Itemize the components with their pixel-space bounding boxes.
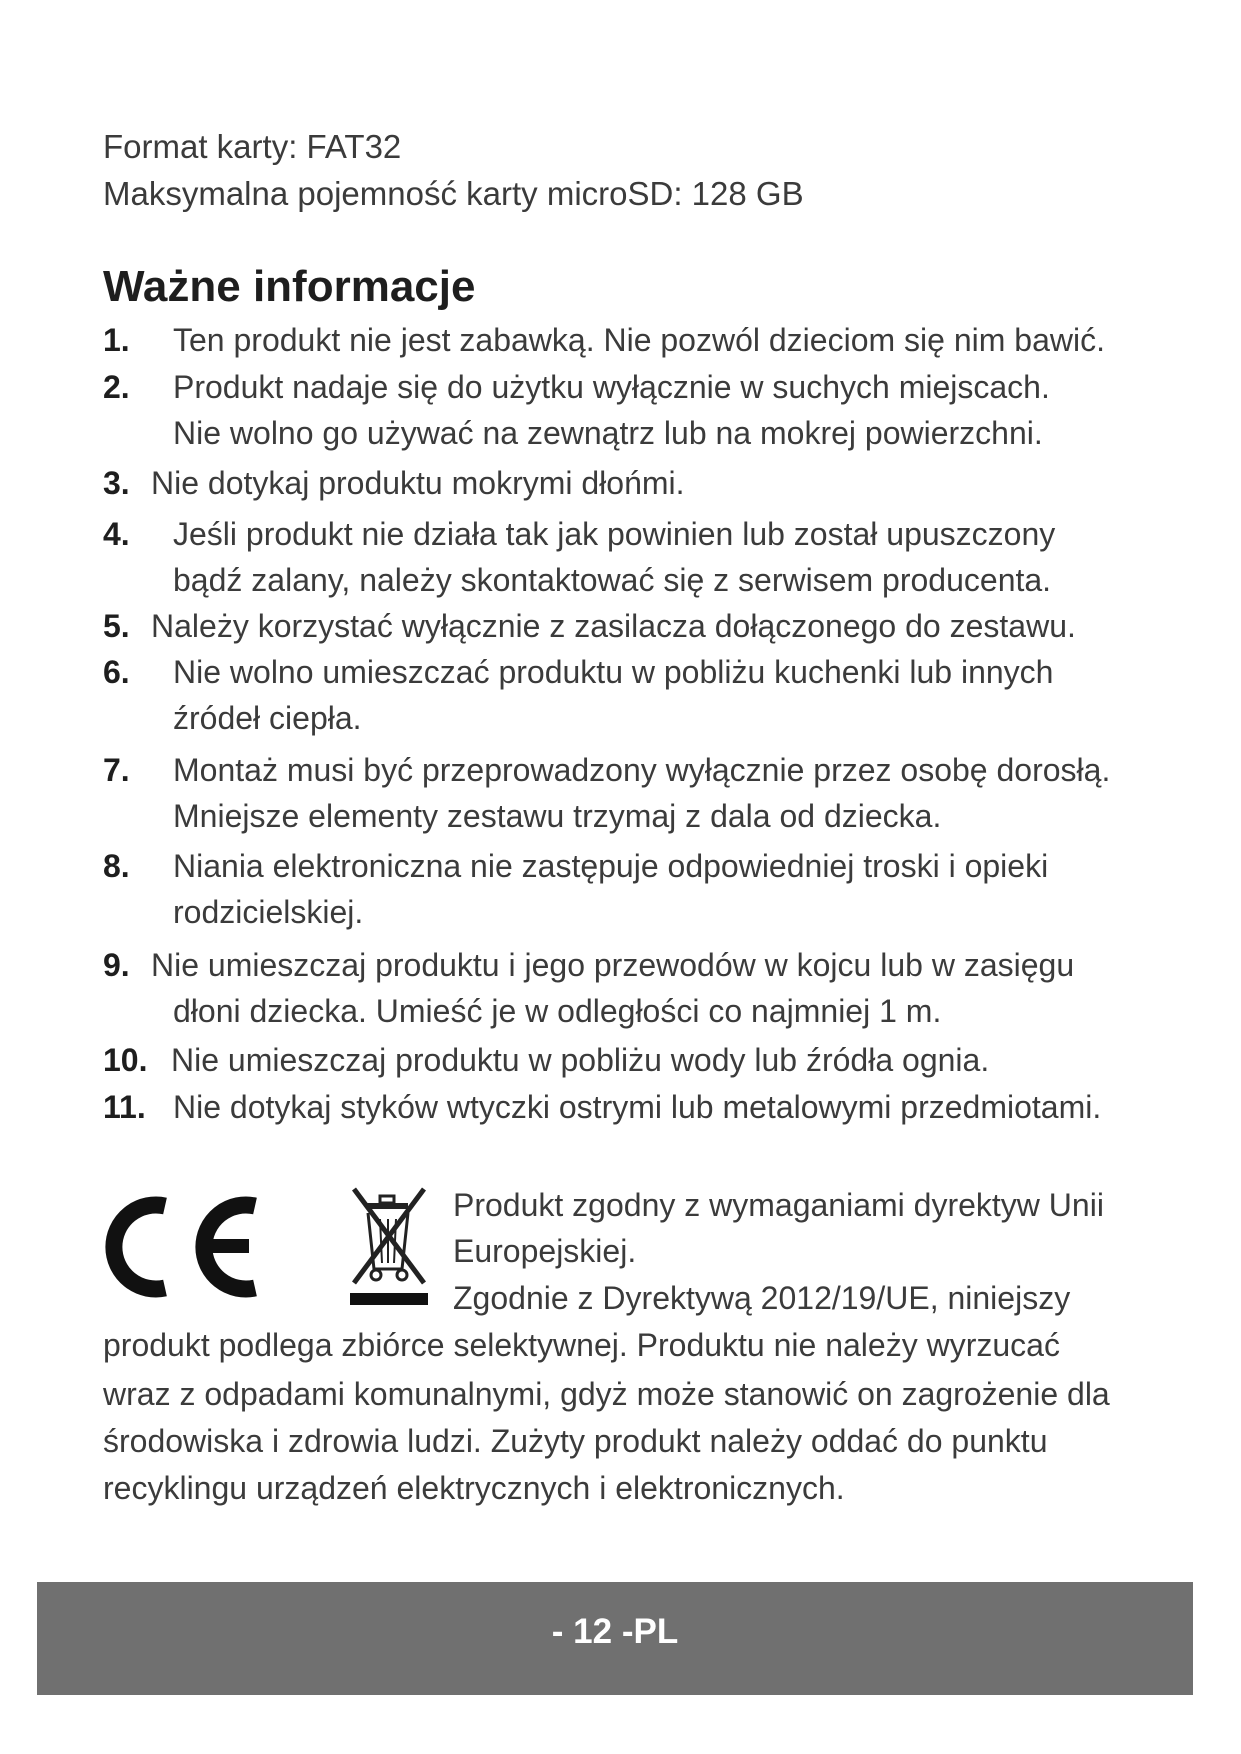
list-item <box>103 364 1193 456</box>
weee-line-5: recyklingu urządzeń elektrycznych i elektronicznych. <box>103 1470 845 1506</box>
item-text-continued: Mniejsze elementy zestawu trzymaj z dala od dziecka. <box>173 798 942 834</box>
item-text: Nie dotykaj styków wtyczki ostrymi lub metalowymi przedmiotami. <box>173 1089 1102 1125</box>
item-number: 8. <box>103 848 130 884</box>
ce-mark-logo <box>103 1192 263 1302</box>
list-item <box>103 1037 1193 1083</box>
item-text-continued: bądź zalany, należy skontaktować się z serwisem producenta. <box>173 562 1052 598</box>
item-text: Należy korzystać wyłącznie z zasilacza dołączonego do zestawu. <box>151 608 1076 644</box>
list-item <box>103 747 1193 839</box>
list-item <box>103 942 1193 1034</box>
item-number: 6. <box>103 654 130 690</box>
item-text-continued: Nie wolno go używać na zewnątrz lub na mokrej powierzchni. <box>173 415 1043 451</box>
list-item <box>103 603 1193 649</box>
list-item <box>103 843 1193 935</box>
page-number: - 12 -PL <box>551 1612 679 1651</box>
item-number: 9. <box>103 947 130 983</box>
item-number: 11. <box>103 1089 146 1125</box>
item-text-continued: źródeł ciepła. <box>173 700 362 736</box>
item-text: Nie umieszczaj produktu i jego przewodów w kojcu lub w zasięgu <box>151 947 1075 983</box>
eu-compliance-line-2: Europejskiej. <box>453 1233 637 1269</box>
list-item <box>103 460 1193 506</box>
item-text: Nie dotykaj produktu mokrymi dłońmi. <box>151 465 685 501</box>
weee-line-3: wraz z odpadami komunalnymi, gdyż może stanowić on zagrożenie dla <box>103 1376 1110 1412</box>
item-text-continued: rodzicielskiej. <box>173 894 364 930</box>
item-text: Nie umieszczaj produktu w pobliżu wody lub źródła ognia. <box>171 1042 990 1078</box>
item-text: Niania elektroniczna nie zastępuje odpowiedniej troski i opieki <box>173 848 1049 884</box>
spec-max-capacity: Maksymalna pojemność karty microSD: 128 GB <box>103 175 804 212</box>
weee-line-4: środowiska i zdrowia ludzi. Zużyty produkt należy oddać do punktu <box>103 1423 1048 1459</box>
weee-line-2: produkt podlega zbiórce selektywnej. Produktu nie należy wyrzucać <box>103 1327 1060 1363</box>
item-text: Nie wolno umieszczać produktu w pobliżu kuchenki lub innych <box>173 654 1054 690</box>
list-item <box>103 317 1193 363</box>
item-number: 4. <box>103 516 130 552</box>
item-text-continued: dłoni dziecka. Umieść je w odległości co najmniej 1 m. <box>173 993 942 1029</box>
item-number: 5. <box>103 608 130 644</box>
item-text: Montaż musi być przeprowadzony wyłącznie przez osobę dorosłą. <box>173 752 1111 788</box>
item-number: 2. <box>103 369 130 405</box>
eu-compliance-line-1: Produkt zgodny z wymaganiami dyrektyw Unii <box>453 1187 1104 1223</box>
list-item <box>103 1084 1193 1130</box>
list-item <box>103 511 1193 603</box>
item-text: Ten produkt nie jest zabawką. Nie pozwól dzieciom się nim bawić. <box>173 322 1105 358</box>
section-heading: Ważne informacje <box>103 262 476 311</box>
item-number: 3. <box>103 465 130 501</box>
item-number: 1. <box>103 322 130 358</box>
spec-card-format: Format karty: FAT32 <box>103 128 402 165</box>
item-number: 10. <box>103 1042 148 1078</box>
item-number: 7. <box>103 752 130 788</box>
crossed-out-wheelie-bin-icon <box>348 1183 430 1305</box>
item-text: Produkt nadaje się do użytku wyłącznie w suchych miejscach. <box>173 369 1050 405</box>
page-footer <box>37 1582 1193 1695</box>
item-text: Jeśli produkt nie działa tak jak powinien lub został upuszczony <box>173 516 1056 552</box>
weee-line-1: Zgodnie z Dyrektywą 2012/19/UE, niniejszy <box>453 1280 1071 1316</box>
list-item <box>103 649 1193 741</box>
